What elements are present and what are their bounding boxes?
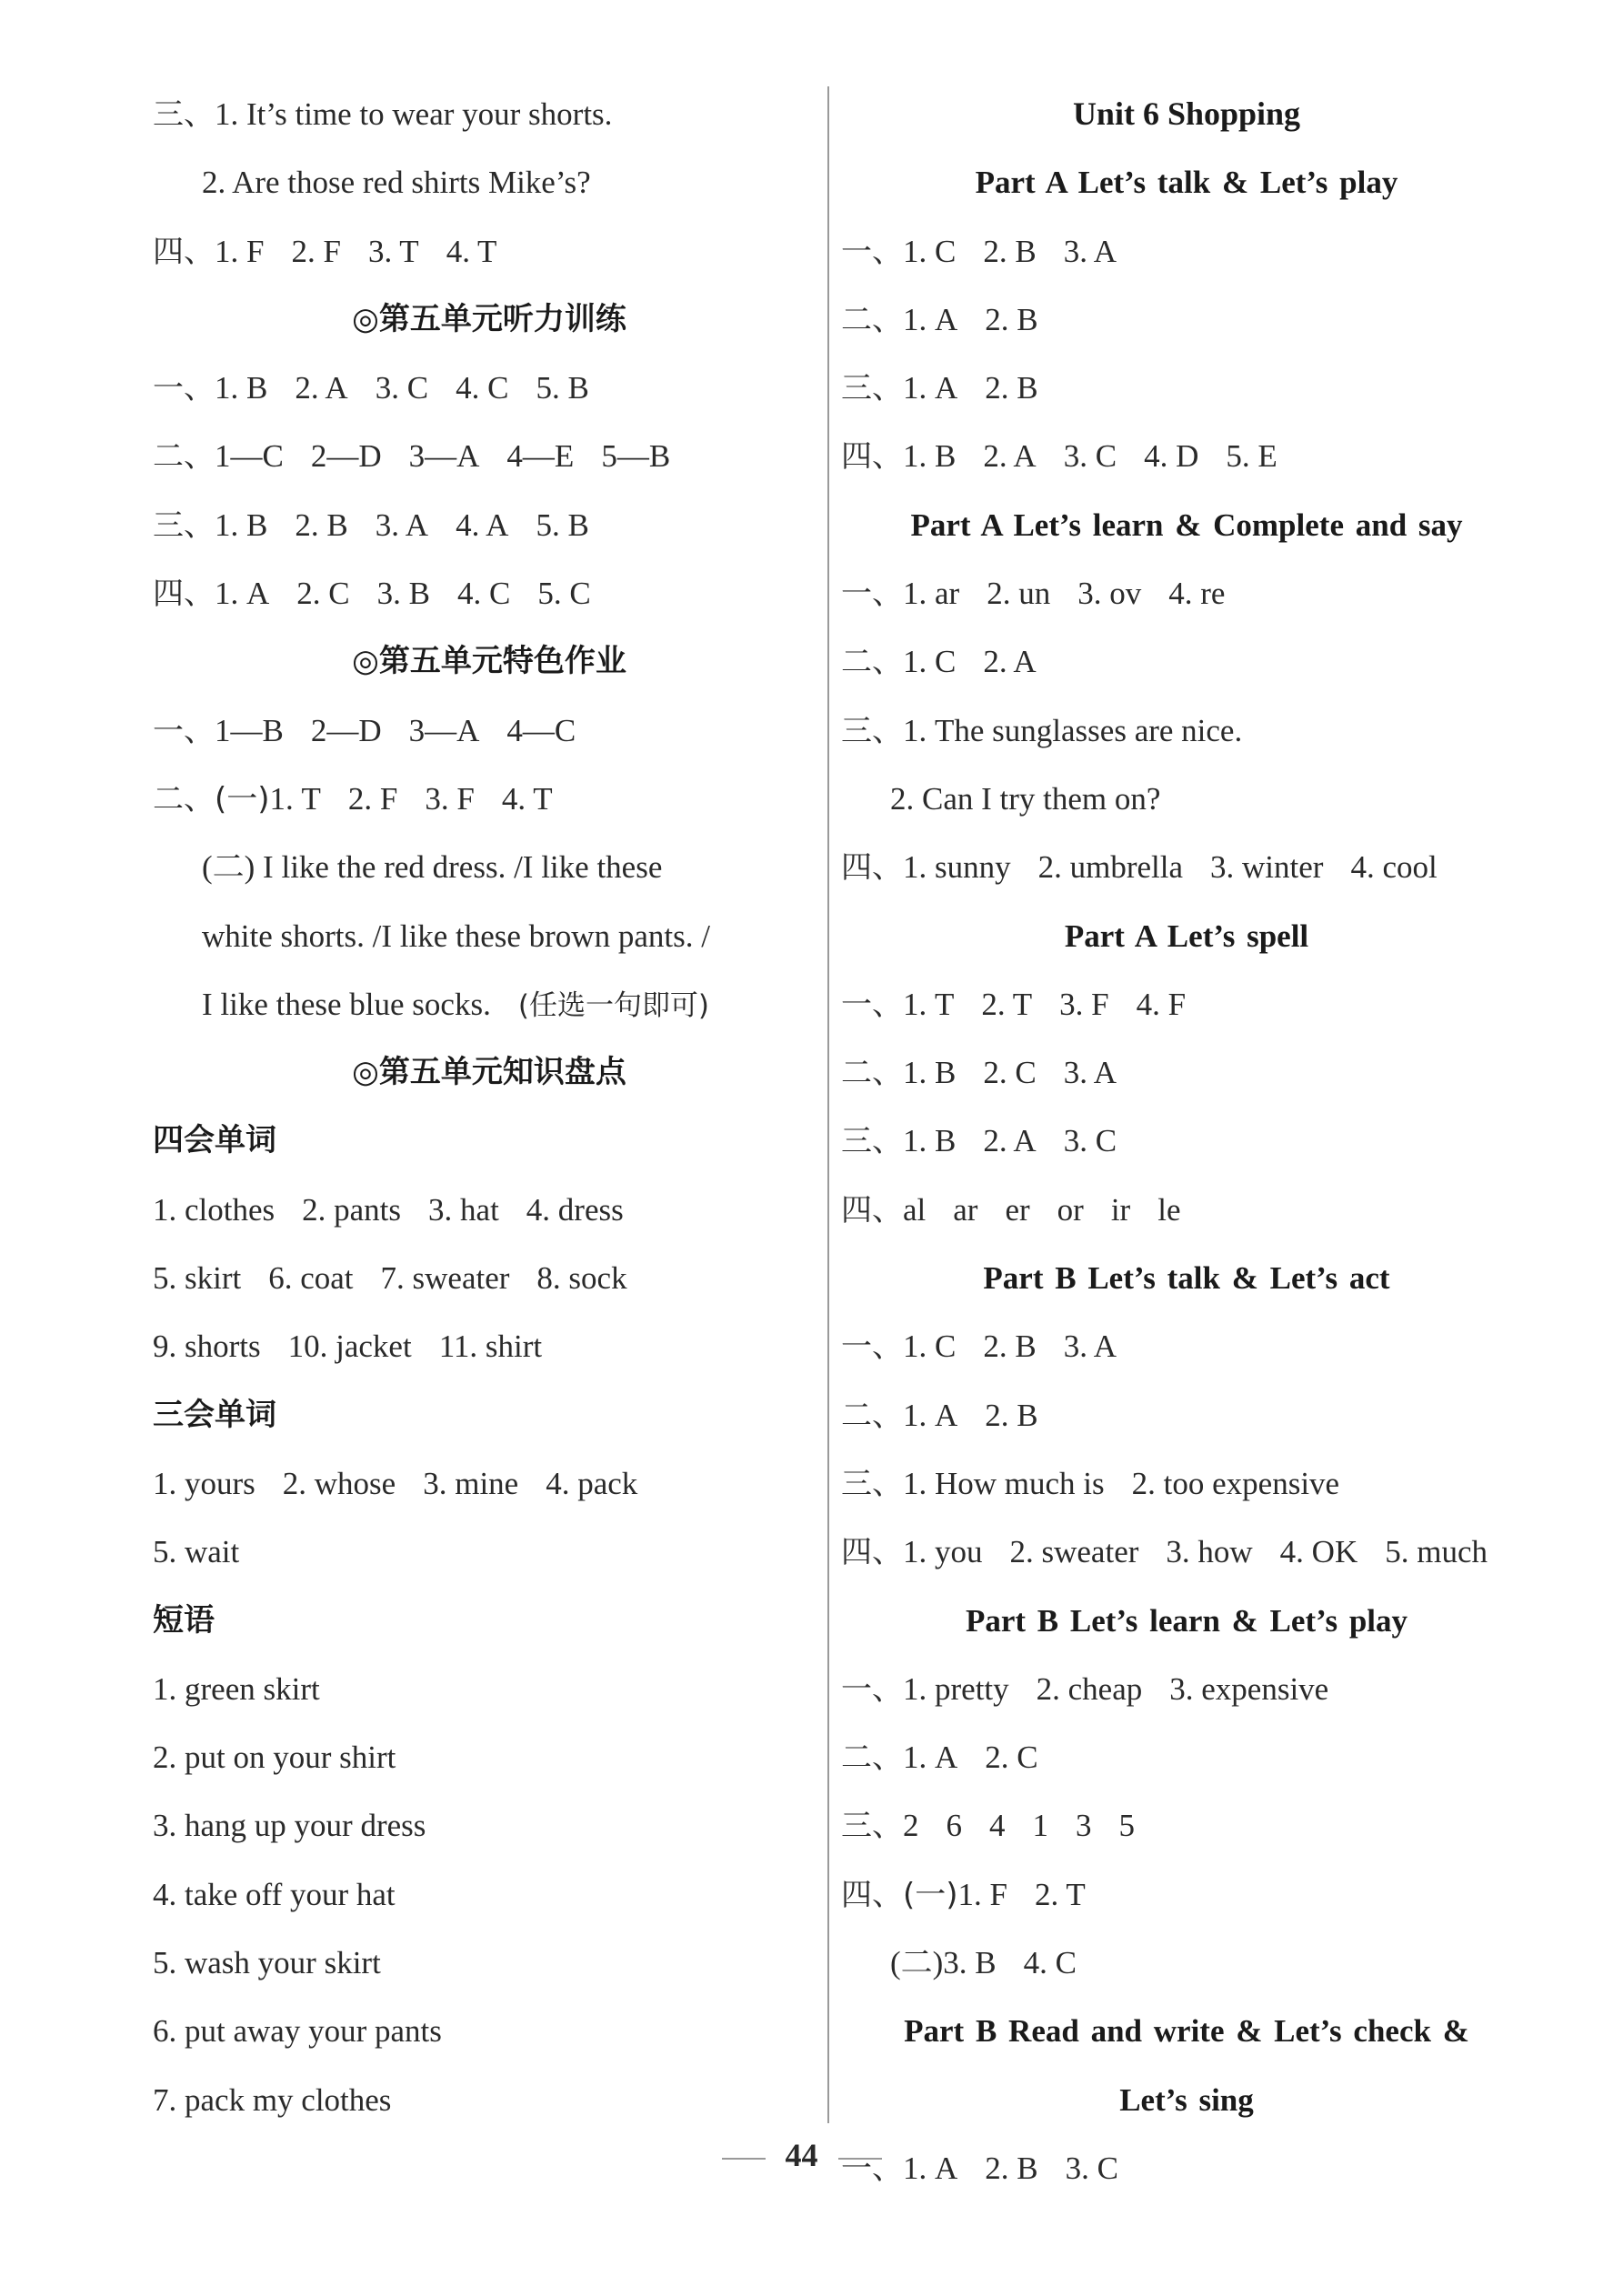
answer-item: 2. cheap [1036,1670,1143,1707]
answer-item: 3. C [1063,1123,1117,1159]
answer-item: 6 [946,1808,962,1844]
answer-item: 2. too expensive [1131,1465,1340,1501]
answer-item: or [1057,1191,1084,1228]
answer-item: 1. B [215,370,268,406]
answer-line [153,148,826,216]
answer-item: 1. It’s time to wear your shorts. [215,96,613,132]
answer-item: 1. B [903,1055,957,1091]
answer-item: 1. How much is [903,1465,1105,1501]
question-number: 四、 [841,438,903,476]
answer-item: 1. A [215,576,270,612]
section-heading: Part A Let’s talk & Let’s play [975,165,1398,201]
answer-line [153,1449,826,1518]
answer-item: 1—C [215,438,284,475]
answer-line [841,422,1532,490]
answer-line [841,697,1532,765]
answer-item: 2. B [985,370,1038,406]
answer-item: 4—C [506,712,576,748]
answer-item: 11. shirt [438,1328,543,1365]
answer-item: 1. A [903,2150,958,2186]
answer-item: 2. umbrella [1037,849,1184,886]
answer-item: 4. re [1168,576,1226,612]
footer-dash-left [722,2158,766,2160]
section-heading: ◎第五单元听力训练 [352,300,626,337]
answer-line [153,902,826,970]
answer-line [153,833,826,901]
answer-item: 2. C [985,1740,1038,1776]
answer-item: 3. how [1166,1534,1253,1570]
answer-item: 3. A [1063,233,1117,269]
answer-item: 5. wait [153,1534,240,1570]
category-heading: 三会单词 [153,1396,276,1433]
answer-item: 1. green skirt [153,1670,320,1707]
answer-item: 1. A [903,370,958,406]
answer-item: 2. sweater [1009,1534,1139,1570]
answer-item: 2. B [983,1328,1037,1365]
answer-item: 7. sweater [380,1260,510,1297]
answer-item: 5. much [1385,1534,1488,1570]
answer-item: 1. F [957,1876,1007,1912]
answer-item: 4. cool [1350,849,1438,886]
question-number: 三、 [153,506,215,544]
section-heading: Part A Let’s learn & Complete and say [910,506,1463,543]
answer-item: 5. wash your skirt [153,1945,381,1981]
answer-item: 3 [1076,1808,1092,1844]
answer-item: 2. C [296,576,350,612]
question-number: 一、 [841,233,903,270]
answer-item: 3. C [375,370,429,406]
unit-title: Unit 6 Shopping [1072,95,1301,132]
answer-item: 1. The sunglasses are nice. [903,712,1243,748]
answer-item: 5. E [1226,438,1277,475]
answer-item: 1 [1032,1808,1048,1844]
section-heading: ◎第五单元特色作业 [352,643,626,680]
answer-line [841,217,1532,286]
answer-line [153,1791,826,1860]
answer-item: 2. B [985,301,1038,337]
answer-item: 2. A [983,438,1037,475]
answer-line [841,1518,1532,1586]
answer-line [153,217,826,286]
answer-item: 1. A [903,301,958,337]
answer-line [153,970,826,1038]
question-number: 二、 [841,1397,903,1434]
answer-item: 2. B [295,506,348,543]
answer-line [153,80,826,148]
answer-item: 4. OK [1279,1534,1358,1570]
answer-line [153,1244,826,1312]
answer-item: 3. C [1063,438,1117,475]
answer-line [153,1860,826,1929]
question-number: 一、 [841,1328,903,1366]
question-number: 二、 [841,301,903,338]
column-divider [827,86,829,2123]
answer-line [841,1449,1532,1518]
answer-item: 1. you [903,1534,983,1570]
answer-item: 3. mine [423,1465,519,1501]
answer-item: 4. D [1144,438,1199,475]
answer-line [841,1176,1532,1244]
answer-item: 2. Are those red shirts Mike’s? [202,165,591,201]
answer-item: 2. C [983,1055,1037,1091]
answer-item: 2. whose [282,1465,396,1501]
answer-item: 2—D [310,712,382,748]
answer-item: 5. B [536,370,589,406]
answer-item: 5. skirt [153,1260,242,1297]
category-heading: 短语 [153,1601,215,1639]
answer-item: 8. sock [536,1260,627,1297]
answer-item: 3. B [376,576,430,612]
answer-item: 3. A [375,506,429,543]
answer-item: 3. F [1059,986,1109,1022]
answer-item: 2. A [983,644,1037,680]
question-number: 四、 [841,1534,903,1571]
right-column [841,80,1532,2202]
page-number: 44 [785,2137,818,2173]
section-heading: Let’s sing [1119,2081,1254,2118]
question-number: 一、 [841,576,903,613]
section-heading: Part B Read and write & Let’s check & [904,2013,1469,2050]
answer-item: 7. pack my clothes [153,2081,392,2118]
answer-item: 4. A [456,506,509,543]
answer-item: 4. C [457,576,511,612]
answer-line [153,1723,826,1791]
answer-line [841,354,1532,422]
answer-item: 2. T [1035,1876,1086,1912]
answer-item: 1. clothes [153,1191,276,1228]
question-number: 二、 [841,644,903,681]
answer-item: ar [953,1191,978,1228]
left-column [153,80,826,2134]
answer-item: 1. C [903,1328,957,1365]
answer-item: 3. winter [1210,849,1324,886]
answer-item: 1. C [903,644,957,680]
answer-item: 2. B [983,233,1037,269]
answer-item: 3. hat [428,1191,499,1228]
question-number: 四、 [841,1191,903,1228]
answer-item: 2. F [291,233,341,269]
answer-item: 4. F [1136,986,1187,1022]
answer-line [841,1655,1532,1723]
answer-line [841,1791,1532,1860]
answer-item: 2—D [310,438,382,475]
answer-line [153,1655,826,1723]
answer-item: 1. sunny [903,849,1011,886]
answer-line [841,286,1532,354]
answer-item: 5. B [536,506,589,543]
section-heading: Part B Let’s talk & Let’s act [983,1260,1390,1297]
answer-item: 2. B [985,1397,1038,1433]
answer-item: 2. un [987,576,1051,612]
answer-item: 5 [1118,1808,1135,1844]
question-number: 二、 [841,1055,903,1092]
answer-item: 3. A [1063,1328,1117,1365]
question-number: 一、 [841,986,903,1023]
answer-line [841,559,1532,627]
answer-item: 1. yours [153,1465,255,1501]
answer-item: 2. F [347,780,398,817]
answer-line [153,559,826,627]
answer-item: 2. pants [302,1191,402,1228]
answer-line [153,1176,826,1244]
answer-item: 2. A [983,1123,1037,1159]
question-number: 四、 [841,849,903,887]
answer-item: 4. take off your hat [153,1876,396,1912]
answer-item: 4. dress [526,1191,624,1228]
answer-item: 3. A [1063,1055,1117,1091]
answer-item: (二) I like the red dress. /I like these [202,849,663,886]
question-number: 三、 [153,96,215,133]
answer-item: 4 [989,1808,1006,1844]
answer-line [153,1929,826,1997]
question-number: 二、 [841,1740,903,1777]
section-heading: Part A Let’s spell [1064,917,1309,954]
answer-line [841,833,1532,901]
answer-item: 2. Can I try them on? [890,780,1161,817]
answer-item: 2. T [981,986,1033,1022]
question-number: 三、 [841,1123,903,1160]
question-number: 三、 [841,1465,903,1502]
answer-line [841,1723,1532,1791]
answer-line [841,1107,1532,1175]
answer-line [153,422,826,490]
question-number: 一、 [841,2150,903,2187]
answer-line [841,970,1532,1038]
answer-line [841,1929,1532,1997]
answer-item: 2. put on your shirt [153,1740,396,1776]
answer-item: al [903,1191,927,1228]
question-number: 三、 [841,712,903,749]
question-number: 一、 [153,370,215,407]
answer-item: 3. C [1065,2150,1118,2186]
answer-item: 3—A [408,438,480,475]
answer-item: 1. T [903,986,955,1022]
question-number: 四、(一) [841,1876,958,1913]
answer-line [153,2066,826,2134]
section-heading: Part B Let’s learn & Let’s play [965,1602,1408,1639]
section-heading: ◎第五单元知识盘点 [352,1054,626,1091]
answer-item: 6. put away your pants [153,2013,442,2050]
answer-line [153,1518,826,1586]
answer-item: white shorts. /I like these brown pants. / [202,917,710,954]
answer-item: 1. pretty [903,1670,1009,1707]
answer-item: 4. C [456,370,509,406]
answer-item: 1. B [903,1123,957,1159]
answer-item: 4. T [501,780,553,817]
answer-item: 3. hang up your dress [153,1808,426,1844]
answer-item: le [1157,1191,1181,1228]
question-number: 三、 [841,370,903,407]
answer-item: ir [1110,1191,1131,1228]
answer-item: 3. T [367,233,419,269]
answer-line [841,1381,1532,1449]
question-number: 一、 [841,1670,903,1708]
answer-item: 6. coat [268,1260,354,1297]
answer-item: 1. ar [903,576,960,612]
answer-item: 3. ov [1077,576,1142,612]
answer-item: 4. pack [546,1465,638,1501]
question-number: 四、 [153,576,215,613]
answer-line [153,354,826,422]
answer-item: (二)3. B [890,1945,997,1981]
answer-item: I like these blue socks. [202,986,491,1022]
answer-line [841,1312,1532,1380]
page-number-footer [0,2132,1603,2178]
answer-item: 5. C [537,576,591,612]
answer-item: 2. A [295,370,348,406]
question-number: 二、(一) [153,780,270,817]
answer-item: 1. C [903,233,957,269]
question-number: 四、 [153,233,215,270]
answer-note: (任选一句即可) [517,988,710,1022]
answer-line [841,627,1532,696]
answer-line [153,1997,826,2065]
answer-line [841,1860,1532,1929]
question-number: 三、 [841,1808,903,1845]
answer-line [153,697,826,765]
answer-line [153,491,826,559]
category-heading: 四会单词 [153,1122,276,1159]
answer-item: 4. C [1023,1945,1077,1981]
answer-item: 2. B [985,2150,1038,2186]
answer-item: 3. F [425,780,475,817]
answer-item: er [1005,1191,1030,1228]
answer-line [841,765,1532,833]
answer-item: 2 [903,1808,919,1844]
answer-item: 1. B [903,438,957,475]
answer-item: 9. shorts [153,1328,261,1365]
answer-item: 1—B [215,712,284,748]
answer-item: 1. A [903,1740,958,1776]
answer-item: 3. expensive [1169,1670,1329,1707]
answer-line [841,1038,1532,1107]
answer-item: 4—E [506,438,575,475]
answer-item: 5—B [601,438,671,475]
question-number: 一、 [153,712,215,749]
answer-item: 1. B [215,506,268,543]
answer-line [153,765,826,833]
answer-item: 3—A [408,712,480,748]
answer-item: 1. A [903,1397,958,1433]
footer-dash-right [838,2158,882,2160]
answer-item: 4. T [446,233,497,269]
answer-line [153,1312,826,1380]
answer-item: 1. T [269,780,321,817]
question-number: 二、 [153,438,215,476]
answer-item: 1. F [215,233,265,269]
answer-item: 10. jacket [287,1328,412,1365]
